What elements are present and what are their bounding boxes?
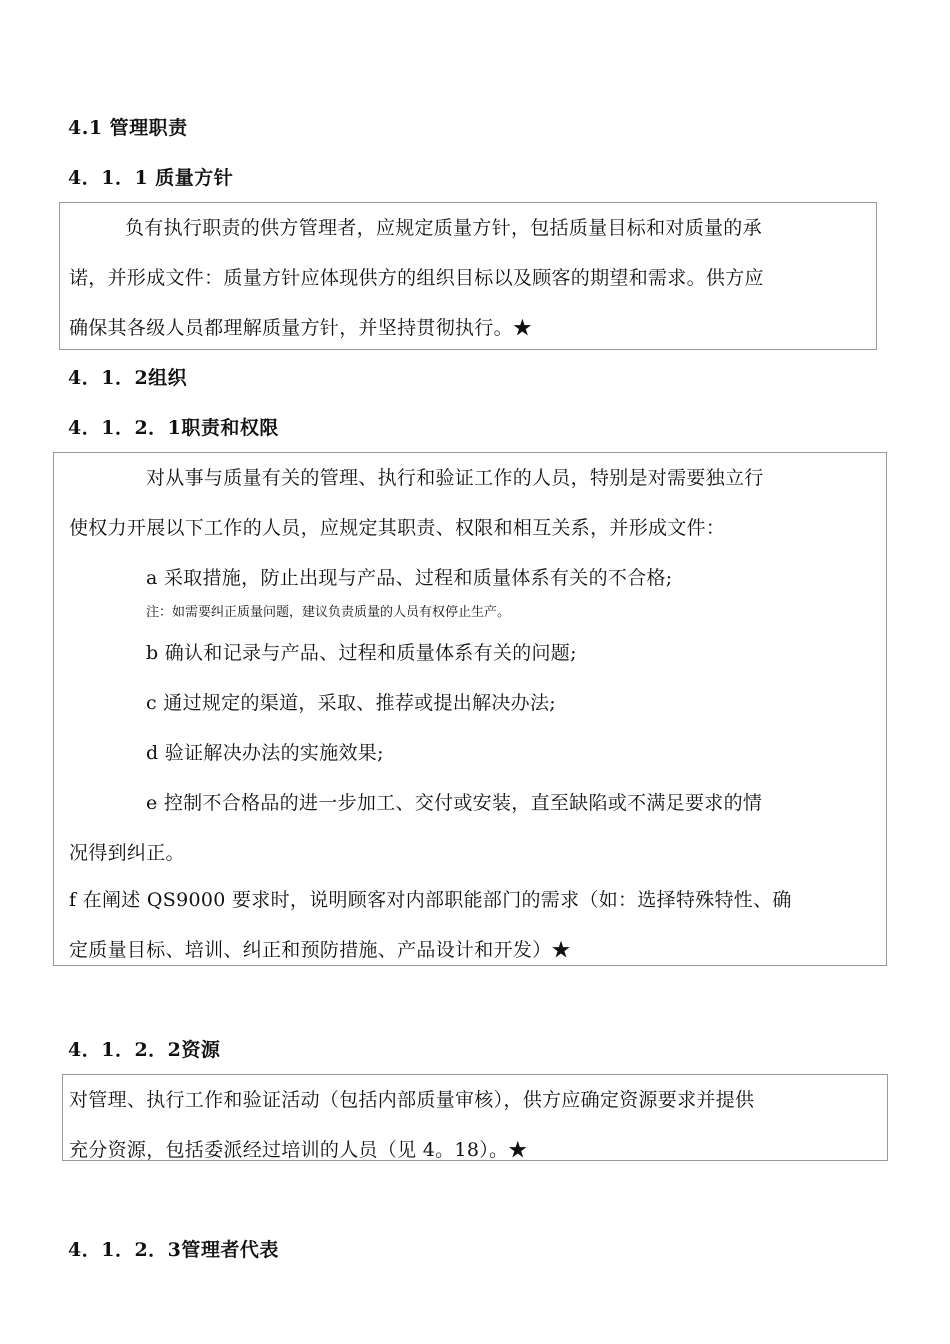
responsibility-intro-1: 对从事与质量有关的管理、执行和验证工作的人员，特别是对需要独立行 bbox=[146, 467, 764, 489]
resources-line-1: 对管理、执行工作和验证活动（包括内部质量审核），供方应确定资源要求并提供 bbox=[69, 1089, 755, 1111]
resources-line-2: 充分资源，包括委派经过培训的人员（见 4。18）。★ bbox=[69, 1139, 528, 1161]
list-item-c: c 通过规定的渠道，采取、推荐或提出解决办法; bbox=[146, 692, 556, 714]
list-item-b: b 确认和记录与产品、过程和质量体系有关的问题; bbox=[146, 642, 577, 664]
list-item-f-line-1: f 在阐述 QS9000 要求时，说明顾客对内部职能部门的需求（如：选择特殊特性、确 bbox=[69, 889, 792, 911]
note-a: 注：如需要纠正质量问题，建议负责质量的人员有权停止生产。 bbox=[146, 605, 511, 620]
heading-4-1-2-3: 4．1．2．3管理者代表 bbox=[68, 1239, 279, 1261]
policy-line-3: 确保其各级人员都理解质量方针，并坚持贯彻执行。★ bbox=[69, 317, 533, 339]
policy-line-1: 负有执行职责的供方管理者，应规定质量方针，包括质量目标和对质量的承 bbox=[125, 217, 762, 239]
list-item-e-line-1: e 控制不合格品的进一步加工、交付或安装，直至缺陷或不满足要求的情 bbox=[146, 792, 763, 814]
heading-4-1-1: 4．1．1 质量方针 bbox=[68, 167, 234, 189]
responsibility-intro-2: 使权力开展以下工作的人员，应规定其职责、权限和相互关系，并形成文件： bbox=[69, 517, 726, 539]
heading-4-1-2-2: 4．1．2．2资源 bbox=[68, 1039, 221, 1061]
quality-policy-box bbox=[59, 202, 877, 350]
list-item-e-line-2: 况得到纠正。 bbox=[69, 842, 185, 864]
list-item-f-line-2: 定质量目标、培训、纠正和预防措施、产品设计和开发）★ bbox=[69, 939, 571, 961]
list-item-a: a 采取措施，防止出现与产品、过程和质量体系有关的不合格; bbox=[146, 567, 673, 589]
responsibility-box bbox=[53, 452, 887, 966]
policy-line-2: 诺，并形成文件：质量方针应体现供方的组织目标以及顾客的期望和需求。供方应 bbox=[69, 267, 764, 289]
heading-4-1-2: 4．1．2组织 bbox=[68, 367, 188, 389]
list-item-d: d 验证解决办法的实施效果; bbox=[146, 742, 384, 764]
heading-4-1: 4.1 管理职责 bbox=[68, 117, 188, 139]
heading-4-1-2-1: 4．1．2．1职责和权限 bbox=[68, 417, 279, 439]
resources-box bbox=[62, 1074, 888, 1161]
